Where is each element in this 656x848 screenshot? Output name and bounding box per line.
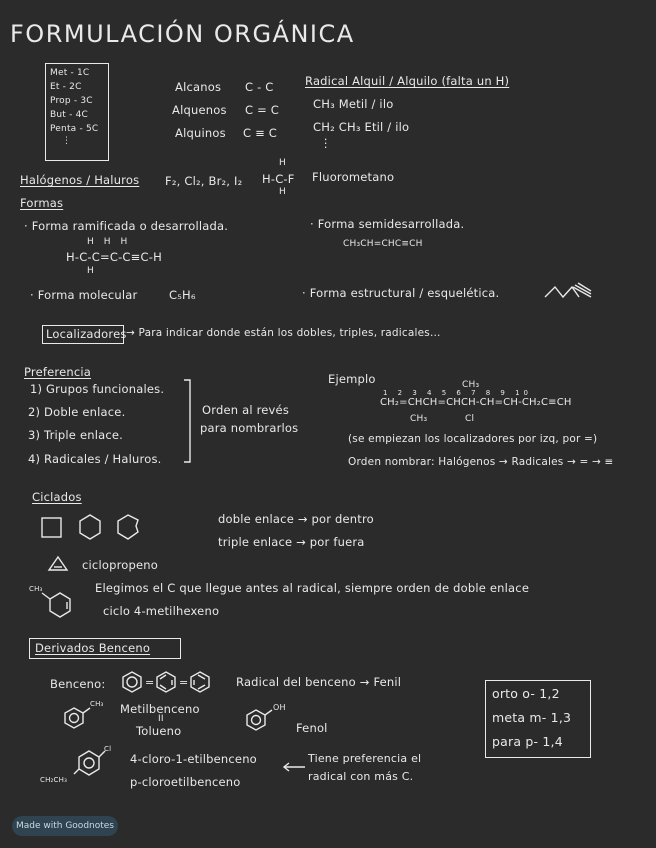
chloro-sub: Cl	[104, 745, 112, 753]
arrow-icon	[282, 762, 306, 772]
ramificada-formula: H-C-C=C-C≡C-H	[66, 250, 162, 264]
fenol-label: Fenol	[296, 721, 328, 735]
prefix-list	[50, 66, 98, 146]
ejemplo-note: (se empiezan los localizadores por izq, por =)	[348, 433, 598, 445]
localizadores-label: Localizadores	[46, 327, 127, 341]
benceno-radical: Radical del benceno → Fenil	[236, 675, 402, 689]
ciclados-heading: Ciclados	[32, 490, 82, 504]
preferencia-item: 4) Radicales / Haluros.	[28, 452, 162, 466]
preferencia-item: 1) Grupos funcionales.	[30, 382, 165, 396]
metilbenceno-label: Metilbenceno	[120, 702, 200, 716]
triangle-icon	[48, 556, 68, 572]
preferencia-bracket	[182, 378, 194, 464]
alquenos-bond: C = C	[245, 103, 280, 117]
page-title: FORMULACIÓN ORGÁNICA	[10, 20, 355, 48]
benzene-icons	[122, 671, 212, 693]
svg-text:=: =	[145, 676, 155, 689]
prefix-item: But - 4C	[50, 110, 88, 120]
forma-ramificada: · Forma ramificada o desarrollada.	[24, 219, 229, 233]
cyclohexene-ch3: CH₃	[29, 585, 43, 593]
preferencia-note: para nombrarlos	[200, 421, 299, 435]
preferencia-heading: Preferencia	[24, 365, 92, 379]
prefix-item: Met - 1C	[50, 68, 90, 78]
forma-semidesarrollada: · Forma semidesarrollada.	[310, 217, 465, 231]
fluoro-h-top: H	[279, 158, 286, 168]
phenol-icon	[244, 705, 274, 733]
svg-text:=: =	[179, 676, 189, 689]
ramificada-h-bottom: H	[87, 266, 94, 276]
ciclados-rule: Elegimos el C que llegue antes al radical, siempre orden de doble enlace	[95, 581, 530, 595]
goodnotes-badge: Made with Goodnotes	[12, 816, 118, 836]
metilbenceno-eq: II	[158, 714, 164, 724]
position-orto: orto o- 1,2	[492, 686, 560, 701]
benceno-heading: Derivados Benceno	[35, 641, 151, 655]
toluene-ch3: CH₃	[90, 700, 104, 708]
ethyl-sub: CH₂CH₃	[40, 776, 68, 784]
fluoro-name: Fluorometano	[312, 170, 395, 184]
alcanos-label: Alcanos	[175, 80, 222, 94]
cyclohexene-icon	[38, 588, 74, 624]
radical-heading: Radical Alquil / Alquilo (falta un H)	[305, 74, 510, 88]
p-cloro-label: p-cloroetilbenceno	[130, 775, 241, 789]
alquenos-label: Alquenos	[172, 103, 227, 117]
fluoro-h-bottom: H	[279, 187, 286, 197]
position-meta: meta m- 1,3	[492, 710, 572, 725]
cloro-label: 4-cloro-1-etilbenceno	[130, 752, 257, 766]
preferencia-item: 2) Doble enlace.	[28, 405, 126, 419]
molecular-formula: C₅H₆	[169, 288, 196, 302]
ejemplo-formula: CH₂=CHCH=CHCH-CH=CH-CH₂C≡CH	[380, 397, 572, 408]
radical-item: CH₃ Metil / ilo	[313, 97, 394, 111]
halogenos-heading: Halógenos / Haluros	[20, 173, 140, 187]
preferencia-note: radical con más C.	[308, 770, 414, 783]
ejemplo-bottom-sub: CH₃	[410, 414, 428, 424]
halogenos-list: F₂, Cl₂, Br₂, I₂	[165, 174, 243, 188]
prefix-item: Et - 2C	[50, 82, 82, 92]
ciclopropeno-label: ciclopropeno	[82, 558, 158, 572]
formas-heading: Formas	[20, 196, 64, 210]
forma-estructural: · Forma estructural / esquelética.	[302, 286, 500, 300]
forma-molecular: · Forma molecular	[30, 288, 138, 302]
preferencia-item: 3) Triple enlace.	[28, 428, 124, 442]
benceno-label: Benceno:	[50, 677, 106, 691]
fluoro-formula: H-C-F	[262, 172, 295, 186]
semidesarrollada-formula: CH₃CH=CHC≡CH	[343, 239, 423, 249]
toluene-icon	[62, 703, 92, 731]
ejemplo-bottom-sub: Cl	[465, 414, 475, 424]
prefix-item: Prop - 3C	[50, 96, 93, 106]
tolueno-label: Tolueno	[136, 724, 182, 738]
chloroethylbenzene-icon	[72, 746, 106, 780]
prefix-item: ⋮	[62, 136, 72, 146]
ramificada-h-top: HHH	[87, 237, 138, 247]
skeletal-zigzag	[545, 283, 593, 299]
phenol-oh: OH	[273, 703, 286, 712]
alquinos-label: Alquinos	[175, 126, 226, 140]
prefix-item: Penta - 5C	[50, 124, 99, 134]
ciclados-doble: doble enlace → por dentro	[218, 512, 374, 526]
localizadores-text: → Para indicar donde están los dobles, triples, radicales...	[126, 327, 441, 339]
alquinos-bond: C ≡ C	[243, 126, 278, 140]
preferencia-note: Orden al revés	[202, 403, 290, 417]
preferencia-note: Tiene preferencia el	[308, 752, 422, 765]
radical-item: ⋮	[320, 136, 332, 150]
ejemplo-top-sub: CH₃	[462, 380, 480, 390]
radical-item: CH₂ CH₃ Etil / ilo	[313, 120, 410, 134]
ring-shapes	[40, 513, 145, 543]
ejemplo-heading: Ejemplo	[328, 372, 376, 386]
ejemplo-orden: Orden nombrar: Halógenos → Radicales → = → ≡	[348, 456, 614, 468]
alcanos-bond: C - C	[245, 80, 274, 94]
ciclados-example: ciclo 4-metilhexeno	[103, 604, 220, 618]
ejemplo-locants: 1 2 3 4 5 6 7 8 9 10	[383, 389, 533, 397]
ciclados-triple: triple enlace → por fuera	[218, 535, 365, 549]
position-para: para p- 1,4	[492, 734, 563, 749]
